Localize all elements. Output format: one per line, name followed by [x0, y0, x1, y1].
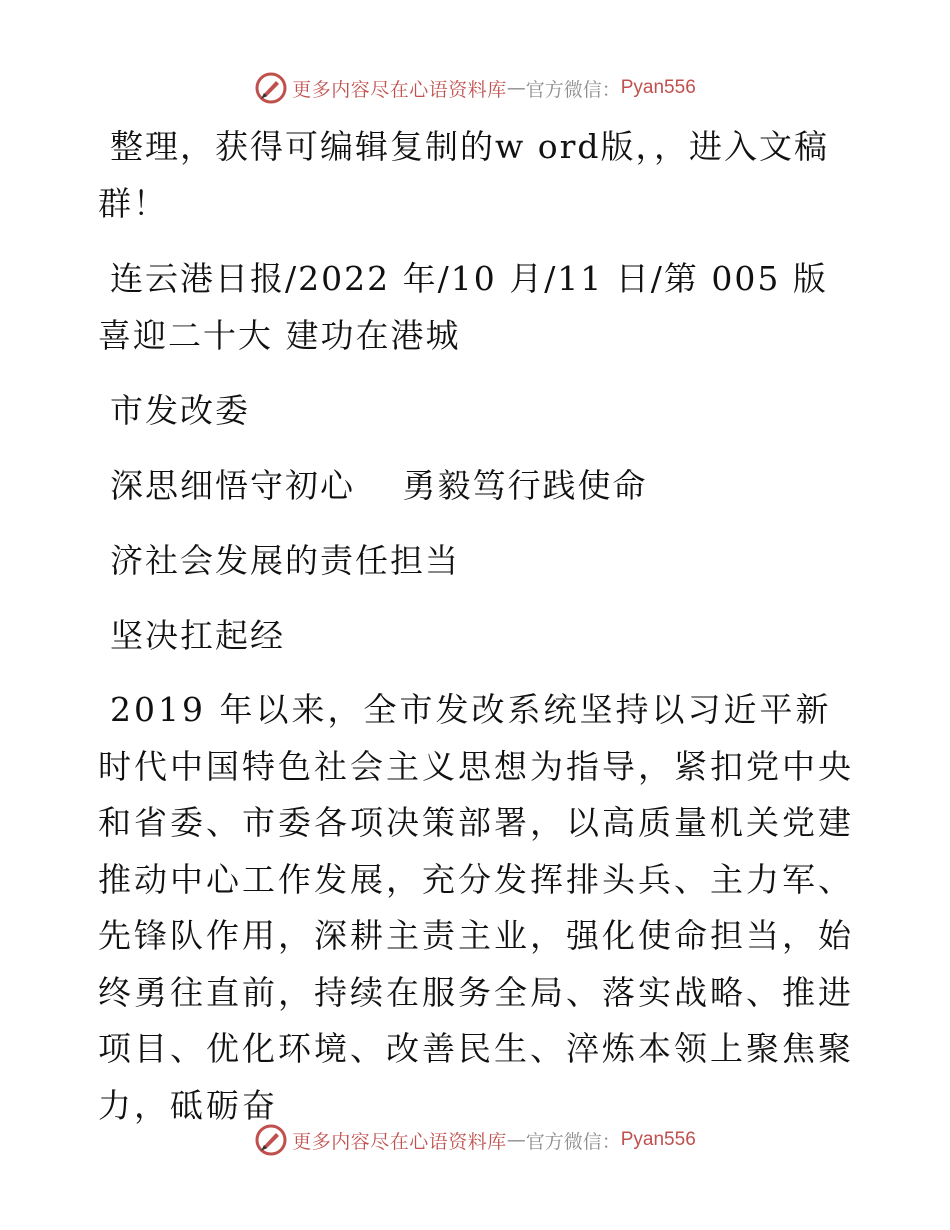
banner-text: 更多内容尽在心语资料库	[292, 1130, 507, 1153]
banner-wechat-label: 官方微信：	[525, 78, 621, 101]
paragraph-subheadline-2: 坚决扛起经	[110, 616, 285, 655]
banner-wechat-id: Pyan556	[620, 77, 696, 98]
banner-separator: —	[506, 77, 526, 99]
banner-separator: —	[506, 1129, 526, 1151]
banner-wechat-id: Pyan556	[620, 1129, 696, 1150]
paragraph-subheadline: 济社会发展的责任担当	[110, 541, 460, 580]
banner-wechat-label: 官方微信：	[525, 1130, 621, 1153]
header-banner	[0, 68, 950, 108]
paragraph-department: 市发改委	[110, 391, 250, 430]
paragraph-body: 2019 年以来，全市发改系统坚持以习近平新时代中国特色社会主义思想为指导，紧扣党中央和省委、市委各项决策部署，以高质量机关党建推动中心工作发展，充分发挥排头兵、主力军、先锋队作用，深耕主责主业，强化使命担当，始终勇往直前，持续在服务全局、落实战略、推进项目、优化环境、改善民生、淬炼本领上聚焦聚力，砥砺奋	[98, 690, 854, 1125]
logo-icon	[254, 71, 288, 105]
paragraph-headline: 深思细悟守初心 勇毅笃行践使命	[110, 466, 648, 505]
banner-text: 更多内容尽在心语资料库	[292, 78, 507, 101]
paragraph-intro: 整理，获得可编辑复制的w ord版，，进入文稿群！	[98, 127, 830, 223]
logo-icon	[254, 1123, 288, 1157]
footer-banner	[0, 1120, 950, 1160]
document-body	[98, 118, 858, 1152]
paragraph-source: 连云港日报/2022 年/10 月/11 日/第 005 版喜迎二十大 建功在港城	[98, 259, 828, 355]
